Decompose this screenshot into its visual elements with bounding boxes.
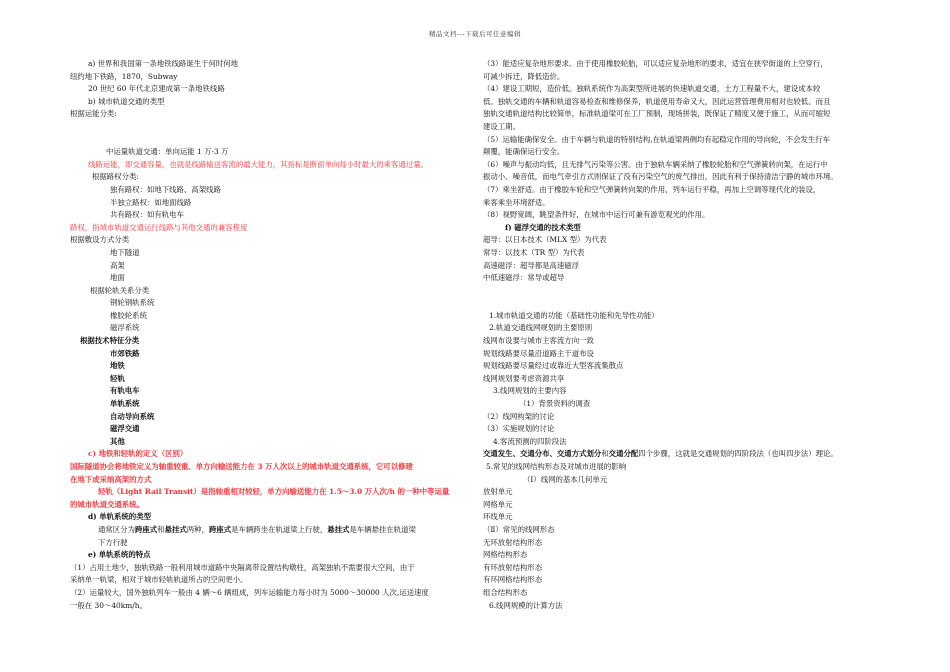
left-text-line: 路权，指城市轨道交通运行线路与其他交通的兼容程度	[70, 222, 248, 232]
right-text-line: 网格单元	[483, 499, 513, 509]
left-text-line: （2）运量较大，国外独轨列车一般由 4 辆～6 辆组成，列车运输能力每小时为 5000～30000 人次,运送速度	[70, 587, 429, 597]
right-text-line: 乘客乘坐环境舒适。	[483, 197, 550, 207]
right-text-line: 网格结构形态	[483, 550, 528, 560]
right-text-line: 建设工期。	[483, 121, 520, 131]
page-header: 精品文档---下载后可任意编辑	[428, 30, 522, 38]
left-text-line: b) 城市轨道交通的类型	[88, 96, 165, 106]
left-text-line: 磁浮交通	[110, 424, 140, 434]
bold-term: 交通发生、交通分布、交通方式划分	[483, 449, 602, 459]
left-text-line: （1）占用土地少，独轨铁路一般利用城市道路中央隔离带设置结构墩柱，高架独轨不需要很大空间，由于	[70, 562, 415, 572]
left-text-line: 地下隧道	[110, 247, 140, 257]
right-text-line: 中低速磁浮：常导或超导	[483, 273, 565, 283]
right-text-line: 线网规划要考虑资源共享	[483, 373, 565, 383]
left-text-line: 在地下或采纳高架的方式	[70, 474, 152, 484]
right-text-line: 有环放射结构形态	[483, 562, 543, 572]
left-column	[70, 58, 472, 612]
left-text-line: a) 世界和我国第一条地铁线路诞生于何时何地	[88, 59, 239, 68]
left-text-line	[70, 134, 472, 147]
left-text-line: 高架	[110, 260, 125, 270]
left-text-line: c) 地铁和轻轨的定义（区别）	[88, 449, 188, 459]
left-text-line: 通常区分为跨座式和悬挂式两种，跨座式是车辆跨坐在轨道梁上行驶，悬挂式是车辆悬挂在轨道梁	[98, 524, 416, 534]
left-text-line: 共有路权：如有轨电车	[110, 210, 184, 220]
right-text-line: （1）背景资料的调查	[519, 399, 591, 409]
right-text-line: 超导：以日本技术（MLX 型）为代表	[483, 235, 607, 245]
bold-term: 交通分配	[608, 449, 639, 459]
left-text-line: 根据轮轨关系分类	[90, 285, 150, 295]
right-text-line: （5）运输能确保安全。由于车辆与轨道的特别结构,在轨道梁两侧均有起稳定作用的导向轮，不会发生行车	[483, 134, 831, 144]
right-text-line: 交通发生、交通分布、交通方式划分和交通分配四个步骤，这就是交通规划的四阶段法（也叫四步法）理论。	[483, 449, 838, 459]
left-text-line: 市郊铁路	[110, 348, 140, 358]
left-text-line: 根据敷设方式分类	[70, 235, 130, 245]
left-text-line: 线路运能，即交通容量，也就是线路输送客流的最大能力，其指标是断面单向每小时最大的乘客通过量。	[88, 159, 428, 169]
right-text-line: 常导：以技术（TR 型）为代表	[483, 247, 585, 257]
right-text-line: （3）能适应复杂地形要求。由于使用橡胶轮胎，可以适应复杂地形的要求，适宜在狭窄街道的上空穿行，	[483, 59, 828, 68]
bold-term: 跨座式	[134, 524, 158, 534]
right-text-line: 2.轨道交通线网规划的主要原则	[489, 323, 593, 333]
left-text-line: 独有路权：如地下线路、高架线路	[110, 184, 221, 194]
left-text-line: 轻轨	[110, 373, 125, 383]
left-text-line: 其他	[110, 436, 125, 446]
left-text-line: 自动导向系统	[110, 411, 155, 421]
right-column	[483, 58, 885, 612]
right-text-line: 规划线路要尽量经过或靠近大型客流集散点	[483, 361, 624, 371]
left-text-line: 单轨系统	[110, 399, 140, 409]
right-text-line: （6）噪声与振动均低，且无排气污染等公害。由于独轨车辆采纳了橡胶轮胎和空气弹簧转向架，在运行中	[483, 159, 828, 169]
right-text-line: f) 磁浮交通的技术类型	[505, 222, 581, 232]
right-text-line	[483, 285, 885, 298]
right-text-line: 可减少拆迁，降低造价。	[483, 71, 565, 81]
right-text-line: （3）实施规划的讨论	[483, 424, 555, 434]
right-text-line: 线网布设要与城市主客流方向一致	[483, 336, 594, 346]
right-text-line: 有环网格结构形态	[483, 575, 543, 585]
bold-term: 跨座式	[208, 524, 232, 534]
left-text-line: e) 单轨系统的特点	[88, 550, 151, 560]
left-text-line: 的城市轨道交通系统。	[70, 499, 144, 509]
right-text-line	[483, 297, 885, 310]
right-text-line: 低。独轨交通的车辆和轨道容易检查和维修保养，轨道使用寿命又大，因此运营管理费用相对也较低。而且	[483, 96, 831, 106]
bold-term: 悬挂式	[164, 524, 187, 534]
right-text-line: 放射单元	[483, 487, 513, 497]
right-text-line: （7）乘坐舒适。由于橡胶车轮和空气弹簧转向架的作用，列车运行平稳，再加上空调等现代化的装设，	[483, 184, 821, 194]
left-text-line: 根据技术特征分类	[80, 336, 140, 346]
right-text-line: 1.城市轨道交通的功能（基础性功能和先导性功能）	[489, 310, 659, 320]
right-text-line: 独轨交通轨道结构比较简单，标准轨道梁可在工厂预制，现场拼装，既保证了精度又便于施工，从而可缩短	[483, 109, 831, 119]
left-text-line: 橡胶轮系统	[110, 310, 147, 320]
right-text-line: 无环放射结构形态	[483, 537, 543, 547]
left-text-line: 一般在 30～40km/h。	[70, 600, 147, 610]
left-text-line: 半独立路权：如地面线路	[110, 197, 192, 207]
right-text-line: 环线单元	[483, 512, 513, 522]
left-text-line: 有轨电车	[110, 386, 140, 396]
right-text-line: 颠覆，能确保运行安全。	[483, 147, 565, 157]
left-text-line: 根据路权分类:	[92, 172, 139, 182]
right-text-line: （8）视野宽阔，眺望条件好，在城市中运行可兼有游览观光的作用。	[483, 210, 710, 220]
left-text-line: 采纳单一轨梁，相对于城市轻轨轨道所占的空间更小。	[70, 575, 248, 585]
left-text-line: 钢轮钢轨系统	[110, 298, 155, 308]
right-text-line: 6.线网规模的计算方法	[489, 600, 563, 610]
left-text-line: 纽约地下铁路，1870，Subway	[70, 71, 178, 81]
left-text-line	[70, 121, 472, 134]
right-text-line: 振动小、噪音低，而电气牵引方式则保证了没有污染空气的废气排出，因此有利于保持清洁宁静的城市环境。	[483, 172, 838, 182]
right-text-line: （Ⅰ）线网的基本几何单元	[523, 474, 608, 484]
right-text-line: （2）线网构架的讨论	[483, 411, 555, 421]
right-text-line: 5.常见的线网结构形态及对城市进展的影响	[486, 462, 627, 471]
left-text-line: 轻轨（Light Rail Transit）是指轴重相对较轻，单方向输送能力在 1.5～3.0 万人次/h 的一种中等运量	[98, 487, 450, 497]
right-text-line: 组合结构形态	[483, 587, 528, 597]
right-text-line: （Ⅱ）常见的线网形态	[483, 524, 555, 534]
left-text-line: 20 世纪 60 年代北京建成第一条地铁线路	[88, 84, 225, 94]
right-text-line: 3.线网规划的主要内容	[493, 386, 567, 396]
right-text-line: 高速磁浮：超导都是高速磁浮	[483, 260, 580, 270]
left-text-line: 根据运能分类:	[70, 109, 117, 119]
right-text-line: （4）建设工期短，造价低。独轨系统作为高架型所进展的快速轨道交通，土方工程量不大，建设成本较	[483, 84, 821, 94]
left-text-line: d) 单轨系统的类型	[88, 512, 151, 522]
left-text-line: 国际隧道协会将地铁定义为轴重较重、单方向输送能力在 3 万人次以上的城市轨道交通系统，它可以修建	[70, 462, 413, 471]
bold-term: 悬挂式	[327, 524, 350, 534]
right-text-line: 规划线路要尽量沿道路主干道布设	[483, 348, 594, 358]
left-text-line: 磁浮系统	[110, 323, 140, 333]
left-text-line: 地面	[110, 273, 125, 283]
left-text-line: 地铁	[110, 361, 125, 371]
left-text-line: 中运量轨道交通：单向运能 1 万-3 万	[106, 147, 229, 157]
right-text-line: 4.客流预测的四阶段法	[493, 436, 567, 446]
left-text-line: 下方行驶	[98, 537, 128, 547]
